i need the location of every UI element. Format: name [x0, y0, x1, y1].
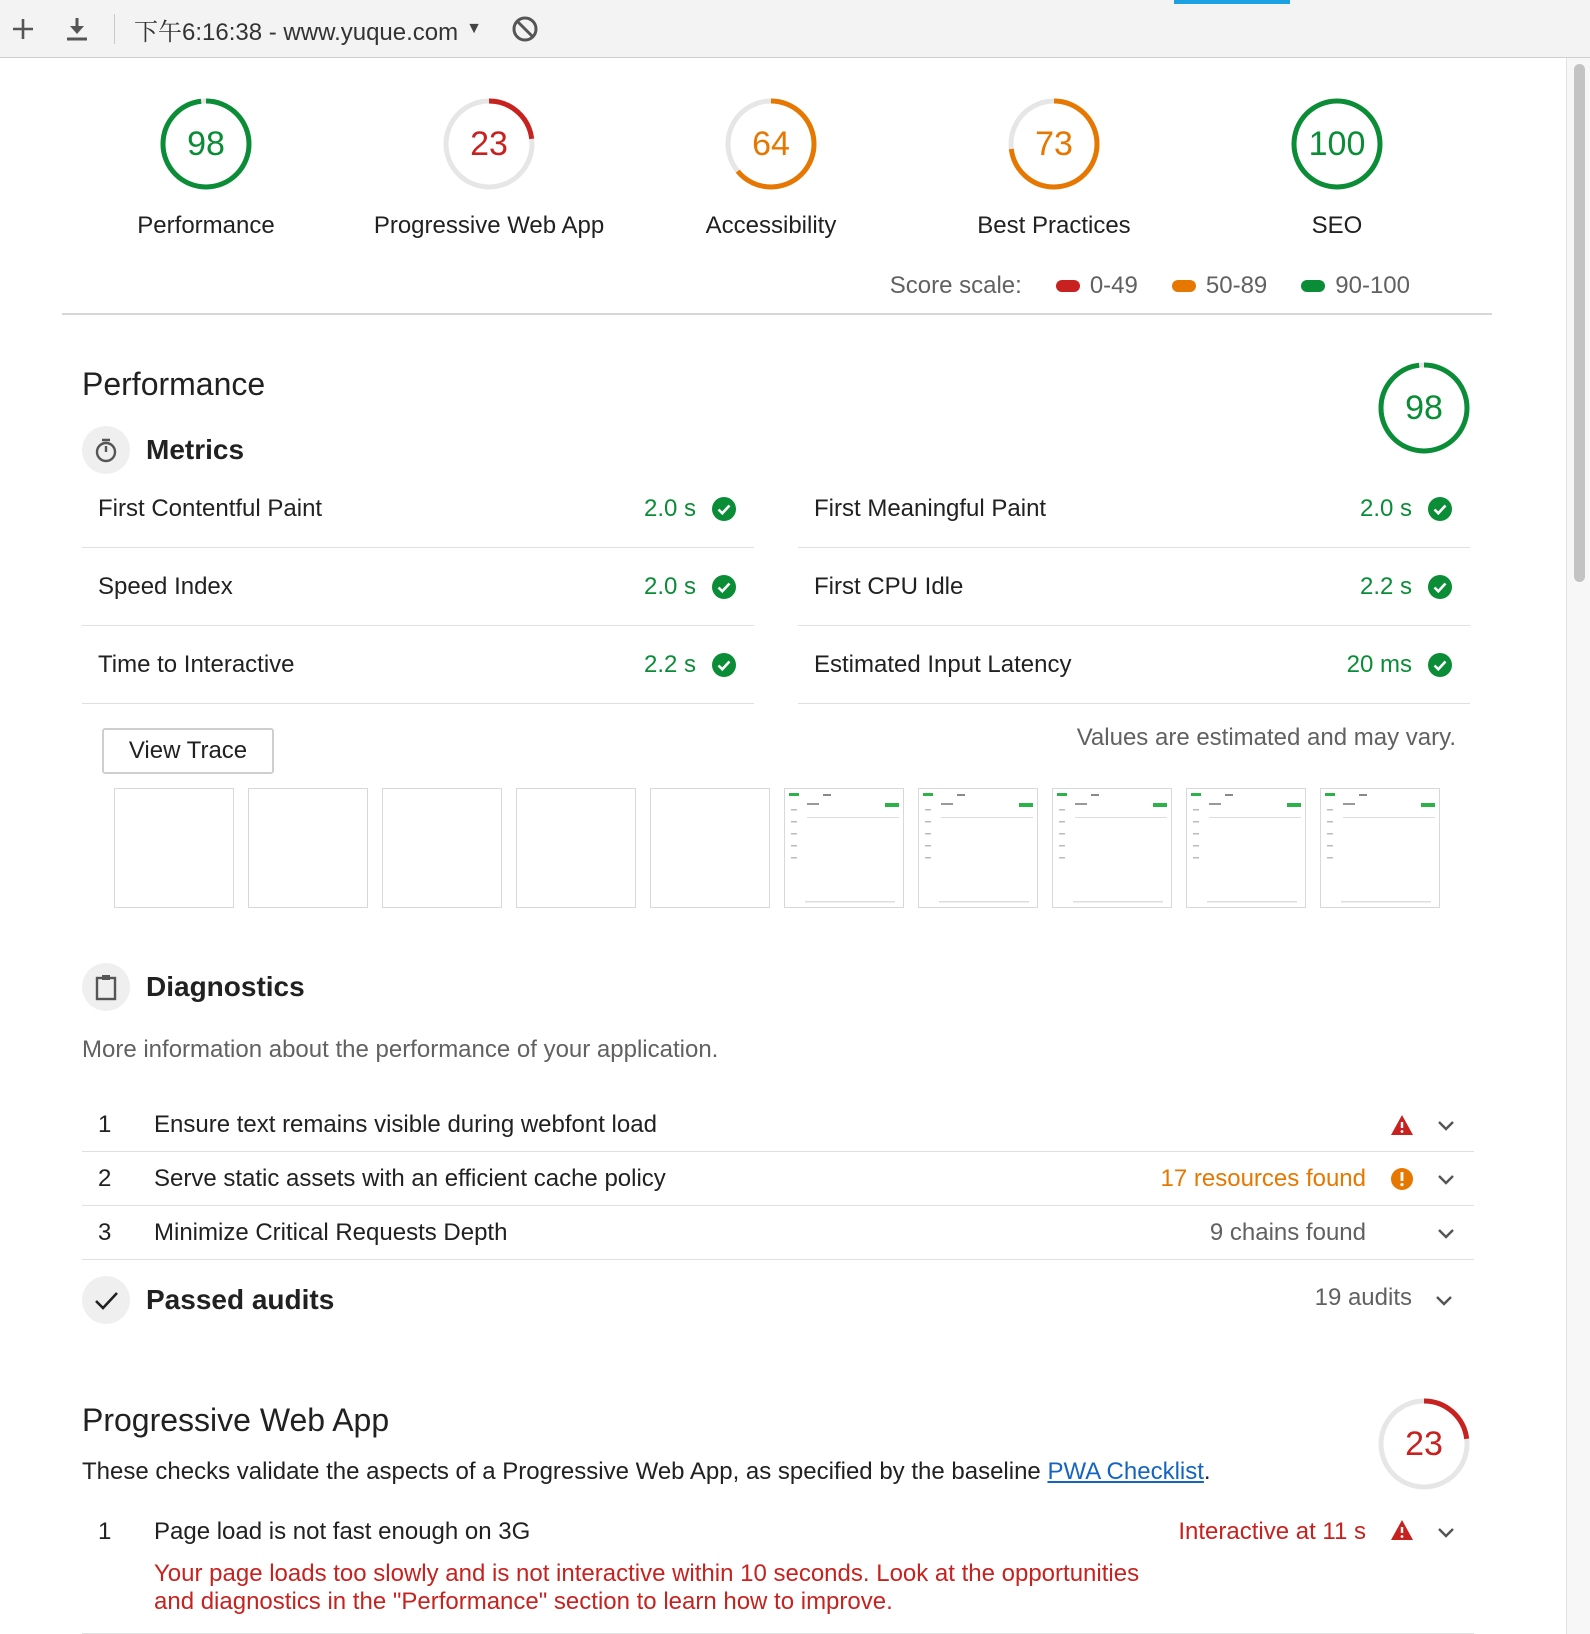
gauge-progressive-web-app[interactable]	[359, 96, 619, 240]
pwa-section-gauge[interactable]	[1376, 1396, 1472, 1492]
scale-pass	[1301, 272, 1410, 300]
page-thumbnail	[1321, 789, 1441, 909]
filmstrip-frame	[1186, 788, 1306, 908]
diagnostics-header	[82, 963, 305, 1011]
passed-audits-count: 19 audits	[1314, 1284, 1412, 1311]
pwa-checklist-link[interactable]: PWA Checklist	[1047, 1458, 1204, 1485]
pwa-description-end: .	[1203, 1458, 1211, 1485]
performance-section-title: Performance	[82, 366, 266, 402]
chevron-down-icon[interactable]	[1434, 1520, 1458, 1544]
gauge-label: Accessibility	[705, 212, 837, 239]
audit-title: Minimize Critical Requests Depth	[154, 1219, 508, 1246]
pass-check-icon	[712, 653, 736, 677]
metric-value: 2.2 s	[1359, 573, 1412, 600]
gauge-score: 73	[1035, 125, 1073, 163]
pwa-gauge-score: 23	[1405, 1425, 1443, 1463]
score-scale-label: Score scale:	[889, 272, 1022, 299]
warning-icon	[1390, 1518, 1414, 1542]
passed-audits-header[interactable]	[82, 1276, 334, 1324]
estimate-note: Values are estimated and may vary.	[1076, 724, 1456, 751]
gauge-label: Progressive Web App	[373, 212, 605, 239]
clipboard-icon	[82, 963, 130, 1011]
scrollbar-thumb[interactable]	[1574, 64, 1585, 582]
gauge-accessibility[interactable]	[641, 96, 901, 240]
gauge-ring	[1289, 96, 1385, 192]
metric-value: 2.2 s	[643, 651, 696, 678]
metric-row	[82, 548, 754, 626]
audit-index: 3	[98, 1219, 112, 1246]
pass-check-icon	[1428, 653, 1452, 677]
score-scale	[890, 272, 1410, 300]
gauge-performance[interactable]	[76, 96, 336, 240]
stopwatch-icon	[82, 426, 130, 474]
pass-check-icon	[712, 497, 736, 521]
metric-label: Estimated Input Latency	[814, 651, 1072, 678]
audit-display-value: Interactive at 11 s	[1178, 1518, 1366, 1545]
gauge-ring	[441, 96, 537, 192]
filmstrip-frame	[650, 788, 770, 908]
scores-divider	[62, 313, 1492, 315]
pwa-description	[82, 1458, 1211, 1486]
gauge-ring	[723, 96, 819, 192]
metrics-title: Metrics	[146, 434, 245, 465]
metric-row	[82, 470, 754, 548]
filmstrip-frame	[382, 788, 502, 908]
pass-check-icon	[1428, 575, 1452, 599]
chevron-down-icon[interactable]	[1434, 1113, 1458, 1137]
info-icon	[1390, 1167, 1414, 1191]
toolbar-separator	[114, 14, 115, 44]
gauge-label: Best Practices	[977, 212, 1131, 239]
filmstrip-frame	[248, 788, 368, 908]
metric-row	[798, 626, 1470, 704]
block-icon[interactable]	[508, 14, 542, 44]
scale-average-label: 50-89	[1205, 272, 1268, 299]
diagnostics-title: Diagnostics	[146, 971, 305, 1002]
page-thumbnail	[919, 789, 1039, 909]
metric-row	[82, 626, 754, 704]
gauge-score: 98	[187, 125, 225, 163]
scale-fail-label: 0-49	[1089, 272, 1138, 299]
passed-audits-title: Passed audits	[146, 1284, 335, 1315]
filmstrip-frame	[784, 788, 904, 908]
filmstrip-frame	[114, 788, 234, 908]
view-trace-button[interactable]: View Trace	[102, 728, 274, 774]
metric-label: Time to Interactive	[98, 651, 295, 678]
gauge-score: 100	[1308, 125, 1366, 163]
scale-pass-label: 90-100	[1335, 272, 1410, 299]
audit-index: 1	[98, 1518, 112, 1545]
chevron-down-icon[interactable]	[1434, 1221, 1458, 1245]
pwa-audit-row[interactable]	[82, 1514, 1474, 1634]
pwa-gauge-ring	[1376, 1396, 1472, 1492]
plus-icon[interactable]	[8, 14, 38, 44]
page-thumbnail	[1187, 789, 1307, 909]
pwa-section-title: Progressive Web App	[82, 1402, 390, 1438]
filmstrip-frame	[918, 788, 1038, 908]
page-thumbnail	[785, 789, 905, 909]
gauge-score: 64	[752, 125, 790, 163]
pass-check-icon	[712, 575, 736, 599]
audit-explanation: Your page loads too slowly and is not interactive within 10 seconds. Look at the opportunities and diagnostics in the "Performance" section to learn how to improve.	[154, 1560, 1140, 1615]
metric-row	[798, 548, 1470, 626]
diagnostic-row[interactable]	[82, 1098, 1474, 1152]
performance-gauge-ring	[1376, 360, 1472, 456]
chevron-down-icon[interactable]	[1432, 1288, 1456, 1312]
scale-pass-pill	[1301, 280, 1325, 292]
gauge-ring	[158, 96, 254, 192]
gauge-seo[interactable]	[1207, 96, 1467, 240]
scale-fail	[1056, 272, 1138, 300]
metric-value: 2.0 s	[1359, 495, 1412, 522]
metric-label: Speed Index	[98, 573, 233, 600]
chevron-down-icon[interactable]	[1434, 1167, 1458, 1191]
pwa-description-text: These checks validate the aspects of a Progressive Web App, as specified by the baseline	[82, 1458, 1048, 1485]
metrics-header	[82, 426, 244, 474]
warning-icon	[1390, 1113, 1414, 1137]
scale-fail-pill	[1056, 280, 1080, 292]
metric-label: First Meaningful Paint	[814, 495, 1047, 522]
filmstrip-frame	[1052, 788, 1172, 908]
metric-value: 2.0 s	[643, 495, 696, 522]
performance-gauge-score: 98	[1405, 389, 1443, 427]
gauge-label: Performance	[137, 212, 275, 239]
audit-title: Page load is not fast enough on 3G	[154, 1518, 531, 1545]
metric-value: 20 ms	[1346, 651, 1412, 678]
audit-display-value: 17 resources found	[1160, 1165, 1366, 1192]
metric-value: 2.0 s	[643, 573, 696, 600]
audit-display-value: 9 chains found	[1209, 1219, 1366, 1246]
audit-index: 2	[98, 1165, 112, 1192]
audit-index: 1	[98, 1111, 112, 1138]
gauge-best-practices[interactable]	[924, 96, 1184, 240]
scale-average	[1172, 272, 1267, 300]
vertical-scrollbar[interactable]	[1566, 58, 1590, 1634]
active-tab-indicator	[1174, 0, 1290, 4]
devtools-toolbar	[0, 0, 1590, 58]
page-thumbnail	[1053, 789, 1173, 909]
diagnostic-row[interactable]	[82, 1152, 1474, 1206]
diagnostic-row[interactable]	[82, 1206, 1474, 1260]
metric-label: First CPU Idle	[814, 573, 964, 600]
metric-label: First Contentful Paint	[98, 495, 323, 522]
report-select-label: 下午6:16:38 - www.yuque.com	[134, 18, 459, 46]
filmstrip-frame	[1320, 788, 1440, 908]
performance-section-gauge[interactable]	[1376, 360, 1472, 456]
scale-average-pill	[1172, 280, 1196, 292]
chevron-down-icon: ▼	[466, 20, 482, 37]
metric-row	[798, 470, 1470, 548]
diagnostics-description: More information about the performance of your application.	[82, 1036, 719, 1063]
filmstrip-frame	[516, 788, 636, 908]
report-select[interactable]	[134, 14, 482, 44]
gauge-score: 23	[470, 125, 508, 163]
download-icon[interactable]	[62, 14, 92, 44]
audit-title: Serve static assets with an efficient cache policy	[154, 1165, 666, 1192]
audit-title: Ensure text remains visible during webfont load	[154, 1111, 657, 1138]
pass-check-icon	[1428, 497, 1452, 521]
gauge-ring	[1006, 96, 1102, 192]
gauge-label: SEO	[1311, 212, 1363, 239]
checkmark-icon	[82, 1276, 130, 1324]
